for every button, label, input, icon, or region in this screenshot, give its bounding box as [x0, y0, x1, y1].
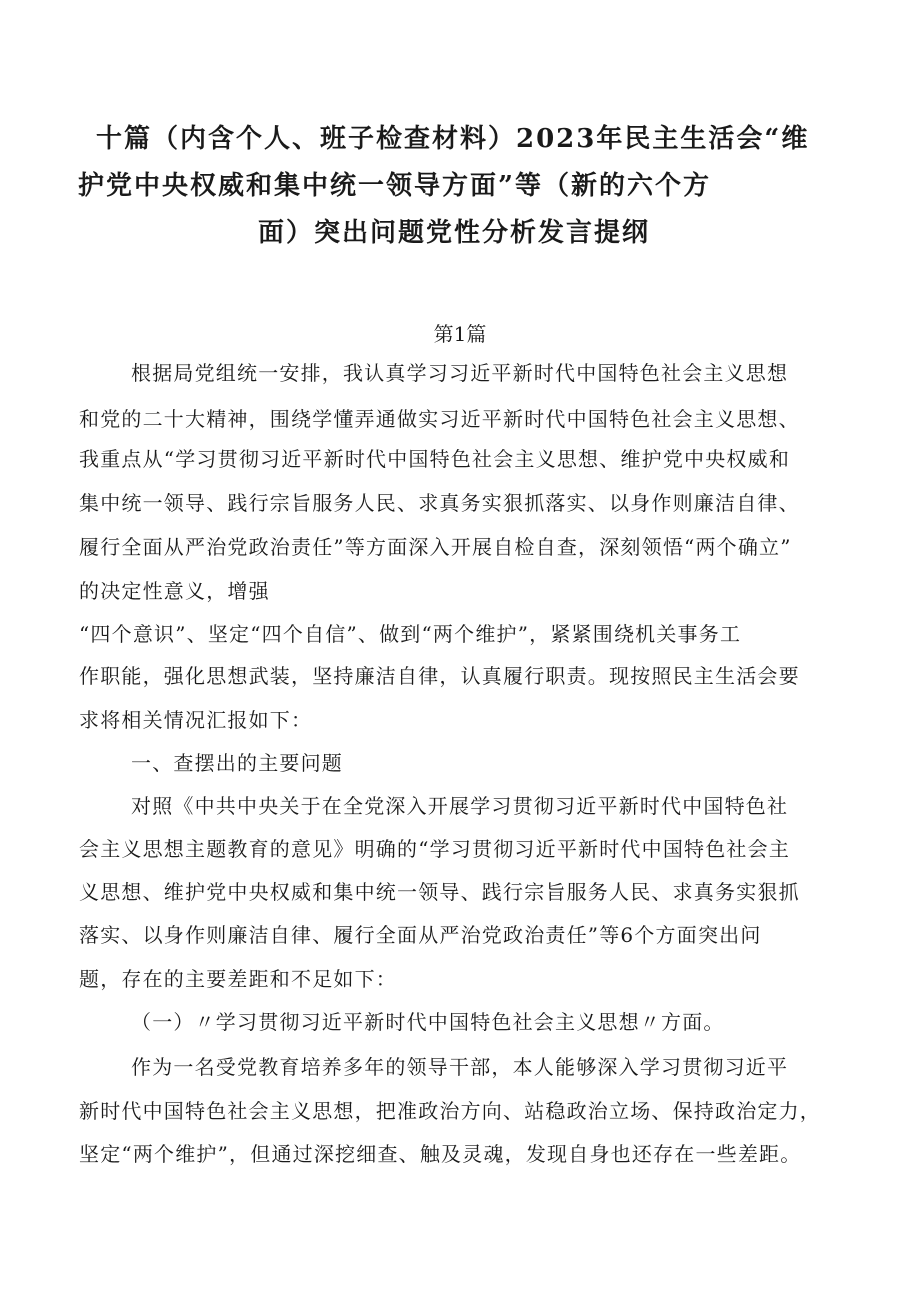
body-line: 和党的二十大精神，围绕学懂弄通做实习近平新时代中国特色社会主义思想、 [79, 407, 800, 431]
body-line: 根据局党组统一安排，我认真学习习近平新时代中国特色社会主义思想 [131, 361, 789, 385]
body-line: 求将相关情况汇报如下： [79, 708, 313, 732]
body-line: 我重点从“学习贯彻习近平新时代中国特色社会主义思想、维护党中央权威和 [79, 447, 791, 471]
subsection-heading: （一）〃学习贯彻习近平新时代中国特色社会主义思想〃方面。 [131, 1010, 725, 1034]
body-line: 对照《中共中央关于在全党深入开展学习贯彻习近平新时代中国特色社 [131, 794, 789, 818]
title-line-3: 面）突出问题党性分析发言提纲 [258, 218, 651, 248]
section-heading: 第1篇 [433, 322, 487, 346]
title-line-2: 护党中央权威和集中统一领导方面”等（新的六个方 [78, 171, 711, 201]
body-line: 坚定“两个维护”，但通过深挖细查、触及灵魂，发现自身也还存在一些差距。 [79, 1142, 802, 1166]
title-line-1: 十篇（内含个人、班子检查材料）2023年民主生活会“维 [96, 124, 810, 154]
body-line: 履行全面从严治党政治责任”等方面深入开展自检自查，深刻领悟“两个确立” [79, 535, 792, 559]
body-line: 新时代中国特色社会主义思想，把准政治方向、站稳政治立场、保持政治定力， [79, 1099, 821, 1123]
body-line: 落实、以身作则廉洁自律、履行全面从严治党政治责任”等6个方面突出问 [79, 923, 762, 947]
body-line: 作职能，强化思想武装，坚持廉洁自律，认真履行职责。现按照民主生活会要 [79, 664, 800, 688]
body-line: 义思想、维护党中央权威和集中统一领导、践行宗旨服务人民、求真务实狠抓 [79, 880, 800, 904]
body-line: 题，存在的主要差距和不足如下： [79, 967, 397, 991]
body-line: 会主义思想主题教育的意见》明确的“学习贯彻习近平新时代中国特色社会主 [79, 837, 791, 861]
body-line: “四个意识”、坚定“四个自信”、做到“两个维护”，紧紧围绕机关事务工 [79, 622, 742, 646]
body-line: 的决定性意义，增强 [79, 579, 270, 603]
section-subheading: 一、查摆出的主要问题 [131, 751, 343, 775]
body-line: 作为一名受党教育培养多年的领导干部，本人能够深入学习贯彻习近平 [131, 1055, 789, 1079]
document-title [60, 116, 860, 257]
body-line: 集中统一领导、践行宗旨服务人民、求真务实狠抓落实、以身作则廉洁自律、 [79, 491, 800, 515]
